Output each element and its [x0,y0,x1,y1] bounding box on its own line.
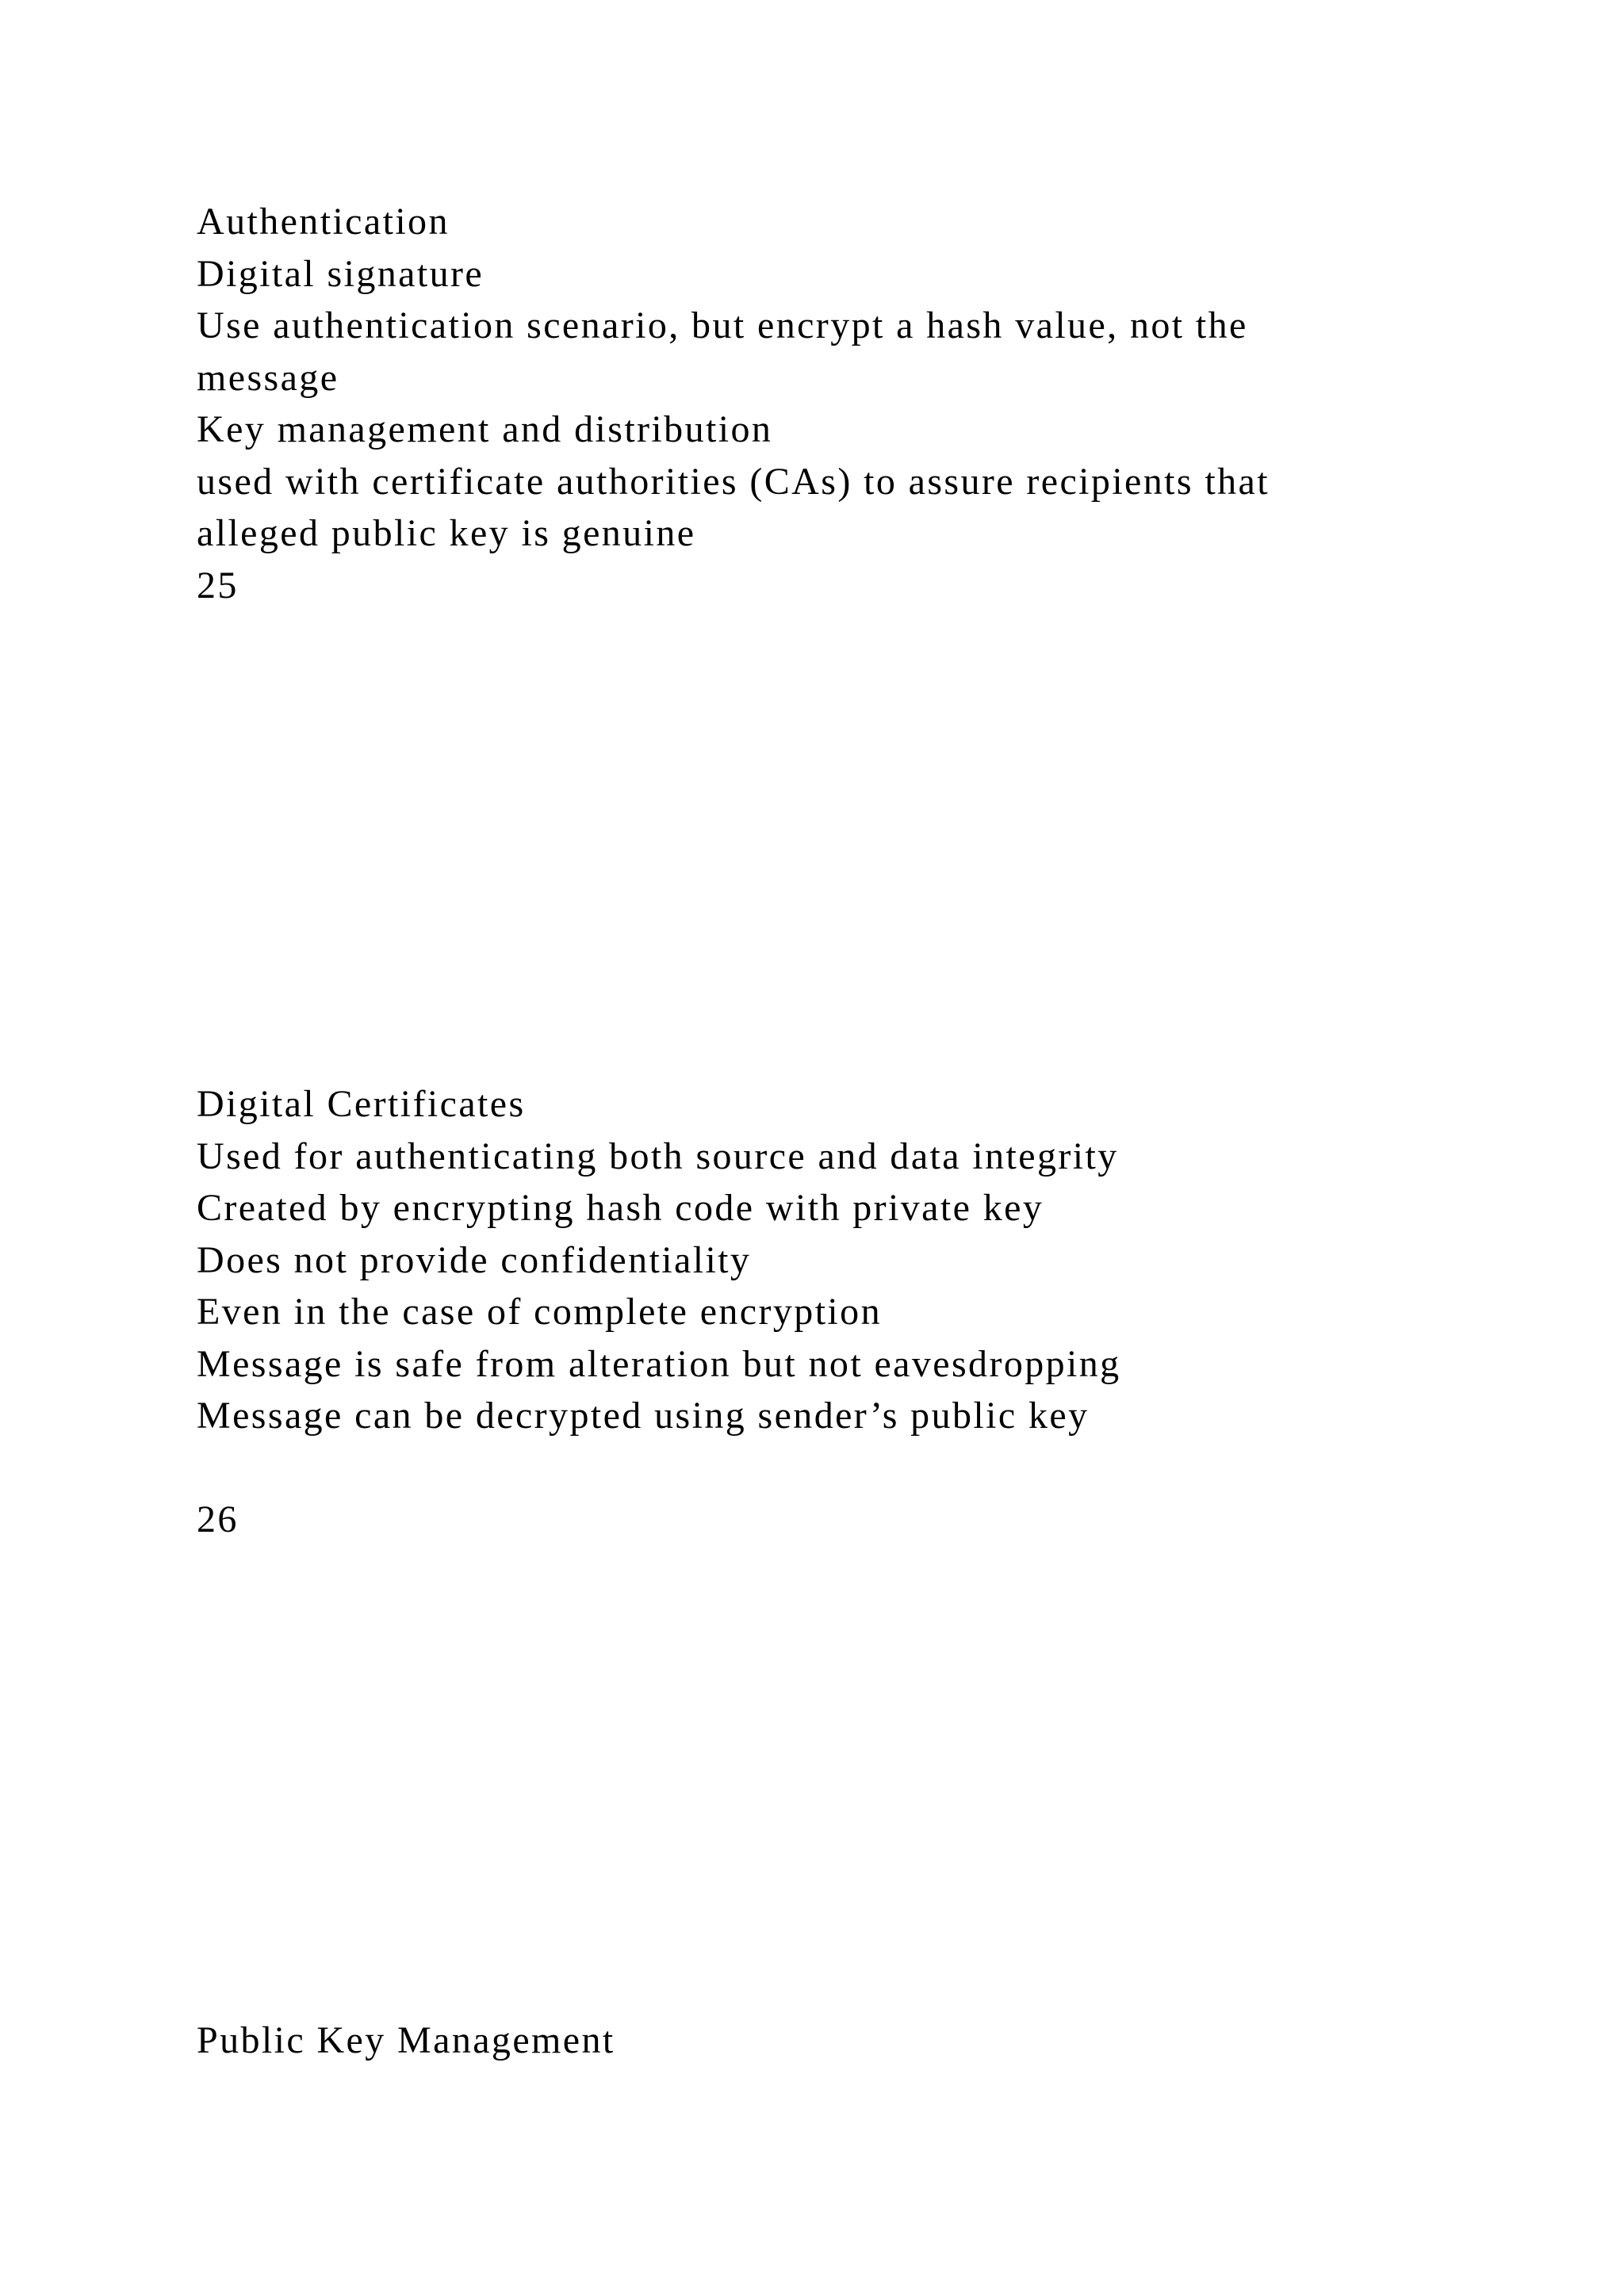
heading-digital-certificates: Digital Certificates [197,1083,526,1125]
text-line: Digital signature [197,252,485,295]
text-block-page-26 [197,1494,1561,1546]
text-line: Does not provide confidentiality [197,1238,752,1281]
heading-public-key-management: Public Key Management [197,2019,615,2061]
text-line: Use authentication scenario, but encrypt a hash value, not the [197,304,1248,346]
text-line: used with certificate authorities (CAs) to assure recipients that [197,460,1270,503]
text-line: message [197,356,339,399]
text-line: Message can be decrypted using sender’s public key [197,1395,1090,1437]
heading-authentication: Authentication [197,201,450,243]
text-line: alleged public key is genuine [197,512,696,554]
text-line: Even in the case of complete encryption [197,1291,882,1333]
text-block-digital-certificates [197,1078,1561,1442]
page-number: 25 [197,564,239,607]
text-line: Key management and distribution [197,408,773,450]
text-line: Created by encrypting hash code with private key [197,1187,1044,1229]
text-block-authentication [197,196,1561,611]
text-line: Message is safe from alteration but not eavesdropping [197,1342,1121,1385]
text-line: Used for authenticating both source and data integrity [197,1135,1119,1177]
text-block-public-key-management [197,2015,1561,2067]
page-number: 26 [197,1498,239,1540]
